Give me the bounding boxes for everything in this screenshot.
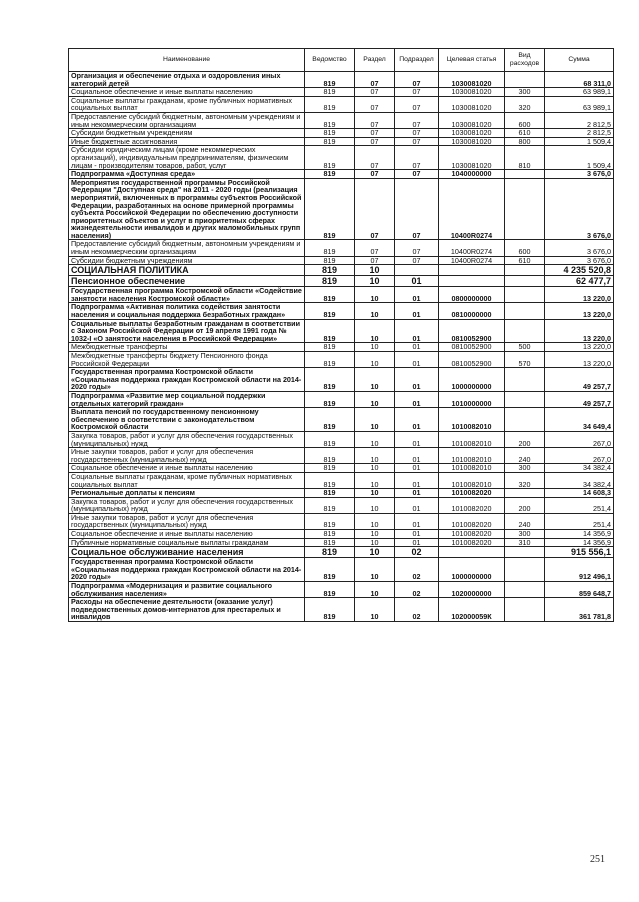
cell-name: Межбюджетные трансферты — [69, 343, 305, 352]
cell-name: Субсидии бюджетным учреждениям — [69, 256, 305, 265]
table-row — [69, 343, 614, 352]
cell-target-article: 1030081020 — [439, 72, 505, 88]
cell-expense-type: 610 — [505, 129, 545, 138]
cell-podrazdel: 01 — [395, 497, 439, 513]
cell-name: Социальное обслуживание населения — [69, 547, 305, 558]
cell-vedomstvo: 819 — [305, 431, 355, 447]
table-row — [69, 178, 614, 240]
cell-expense-type: 810 — [505, 146, 545, 170]
cell-razdel: 10 — [355, 303, 395, 319]
cell-name: Публичные нормативные социальные выплаты гражданам — [69, 538, 305, 547]
cell-expense-type: 200 — [505, 431, 545, 447]
cell-target-article: 0800000000 — [439, 287, 505, 303]
cell-podrazdel: 01 — [395, 319, 439, 343]
cell-expense-type — [505, 489, 545, 498]
cell-name: Организация и обеспечение отдыха и оздоровления иных категорий детей — [69, 72, 305, 88]
cell-vedomstvo: 819 — [305, 598, 355, 622]
cell-target-article: 1010082010 — [439, 431, 505, 447]
cell-vedomstvo: 819 — [305, 265, 355, 276]
cell-target-article: 10400R0274 — [439, 178, 505, 240]
table-row — [69, 558, 614, 582]
cell-name: Социальные выплаты гражданам, кроме публичных нормативных социальных выплат — [69, 472, 305, 488]
cell-expense-type — [505, 276, 545, 287]
cell-razdel: 10 — [355, 497, 395, 513]
table-row — [69, 582, 614, 598]
cell-sum: 915 556,1 — [545, 547, 614, 558]
cell-razdel: 07 — [355, 146, 395, 170]
cell-vedomstvo: 819 — [305, 582, 355, 598]
cell-razdel: 10 — [355, 448, 395, 464]
cell-sum: 62 477,7 — [545, 276, 614, 287]
cell-expense-type — [505, 170, 545, 179]
cell-sum: 3 676,0 — [545, 170, 614, 179]
cell-razdel: 07 — [355, 256, 395, 265]
cell-expense-type: 600 — [505, 112, 545, 128]
cell-vedomstvo: 819 — [305, 72, 355, 88]
cell-sum: 63 989,1 — [545, 96, 614, 112]
cell-name: СОЦИАЛЬНАЯ ПОЛИТИКА — [69, 265, 305, 276]
cell-target-article: 1010082020 — [439, 513, 505, 529]
cell-expense-type — [505, 598, 545, 622]
cell-sum: 49 257,7 — [545, 391, 614, 407]
cell-target-article: 1010082010 — [439, 464, 505, 473]
table-header-row — [69, 49, 614, 72]
cell-sum: 34 649,4 — [545, 408, 614, 432]
table-row — [69, 538, 614, 547]
cell-razdel: 07 — [355, 72, 395, 88]
cell-podrazdel: 07 — [395, 240, 439, 256]
table-body — [69, 72, 614, 622]
cell-razdel: 10 — [355, 352, 395, 368]
cell-vedomstvo: 819 — [305, 408, 355, 432]
cell-podrazdel: 01 — [395, 408, 439, 432]
cell-vedomstvo: 819 — [305, 319, 355, 343]
table-row — [69, 598, 614, 622]
cell-vedomstvo: 819 — [305, 497, 355, 513]
cell-name: Расходы на обеспечение деятельности (оказание услуг) подведомственных домов-интернатов для престарелых и инвалидов — [69, 598, 305, 622]
cell-podrazdel: 07 — [395, 146, 439, 170]
cell-razdel: 10 — [355, 530, 395, 539]
table-row — [69, 368, 614, 392]
cell-expense-type: 240 — [505, 513, 545, 529]
cell-expense-type — [505, 582, 545, 598]
cell-vedomstvo: 819 — [305, 464, 355, 473]
cell-razdel: 10 — [355, 431, 395, 447]
cell-sum: 267,0 — [545, 431, 614, 447]
cell-target-article: 1000000000 — [439, 558, 505, 582]
cell-vedomstvo: 819 — [305, 472, 355, 488]
table-row — [69, 96, 614, 112]
cell-expense-type: 310 — [505, 538, 545, 547]
cell-vedomstvo: 819 — [305, 287, 355, 303]
cell-podrazdel: 01 — [395, 287, 439, 303]
cell-vedomstvo: 819 — [305, 303, 355, 319]
cell-podrazdel: 02 — [395, 558, 439, 582]
cell-target-article: 1030081020 — [439, 96, 505, 112]
cell-name: Подпрограмма «Развитие мер социальной поддержки отдельных категорий граждан» — [69, 391, 305, 407]
cell-name: Социальные выплаты гражданам, кроме публичных нормативных социальных выплат — [69, 96, 305, 112]
table-row — [69, 408, 614, 432]
cell-vedomstvo: 819 — [305, 368, 355, 392]
table-row — [69, 489, 614, 498]
cell-sum: 13 220,0 — [545, 303, 614, 319]
cell-podrazdel: 07 — [395, 137, 439, 146]
cell-vedomstvo: 819 — [305, 448, 355, 464]
table-row — [69, 170, 614, 179]
cell-razdel: 10 — [355, 276, 395, 287]
cell-razdel: 07 — [355, 129, 395, 138]
cell-razdel: 07 — [355, 178, 395, 240]
cell-target-article — [439, 276, 505, 287]
cell-sum: 267,0 — [545, 448, 614, 464]
cell-podrazdel: 07 — [395, 96, 439, 112]
cell-podrazdel: 01 — [395, 276, 439, 287]
cell-razdel: 10 — [355, 464, 395, 473]
cell-podrazdel — [395, 265, 439, 276]
cell-vedomstvo: 819 — [305, 352, 355, 368]
cell-sum: 251,4 — [545, 497, 614, 513]
cell-expense-type — [505, 72, 545, 88]
cell-target-article: 0810052900 — [439, 319, 505, 343]
cell-vedomstvo: 819 — [305, 547, 355, 558]
cell-expense-type: 320 — [505, 472, 545, 488]
cell-vedomstvo: 819 — [305, 178, 355, 240]
cell-target-article — [439, 265, 505, 276]
cell-target-article: 1030081020 — [439, 112, 505, 128]
cell-target-article: 1030081020 — [439, 137, 505, 146]
cell-vedomstvo: 819 — [305, 240, 355, 256]
cell-target-article: 0810000000 — [439, 303, 505, 319]
cell-expense-type — [505, 368, 545, 392]
cell-sum: 251,4 — [545, 513, 614, 529]
cell-target-article: 102000059К — [439, 598, 505, 622]
cell-name: Социальные выплаты безработным гражданам в соответствии с Законом Российской Федерации от 19 апреля 1991 года № 1032-I «О занятости населения в Российской Федерации» — [69, 319, 305, 343]
cell-vedomstvo: 819 — [305, 276, 355, 287]
cell-sum: 361 781,8 — [545, 598, 614, 622]
cell-vedomstvo: 819 — [305, 146, 355, 170]
cell-vedomstvo: 819 — [305, 343, 355, 352]
cell-name: Иные закупки товаров, работ и услуг для обеспечения государственных (муниципальных) нужд — [69, 513, 305, 529]
cell-target-article: 1010082020 — [439, 538, 505, 547]
cell-name: Социальное обеспечение и иные выплаты населению — [69, 530, 305, 539]
cell-name: Выплата пенсий по государственному пенсионному обеспечению в соответствии с законодательством Костромской области — [69, 408, 305, 432]
cell-razdel: 10 — [355, 547, 395, 558]
cell-name: Субсидии юридическим лицам (кроме некоммерческих организаций), индивидуальным предпринимателям, физическим лицам - производителям товаров, работ, услуг — [69, 146, 305, 170]
cell-name: Закупка товаров, работ и услуг для обеспечения государственных (муниципальных) нужд — [69, 497, 305, 513]
cell-sum: 2 812,5 — [545, 112, 614, 128]
table-row — [69, 256, 614, 265]
header-expense-type: Вид расходов — [505, 49, 545, 72]
cell-sum: 13 220,0 — [545, 319, 614, 343]
header-vedomstvo: Ведомство — [305, 49, 355, 72]
cell-podrazdel: 01 — [395, 530, 439, 539]
cell-podrazdel: 01 — [395, 538, 439, 547]
cell-target-article: 1010082010 — [439, 448, 505, 464]
table-row — [69, 448, 614, 464]
table-row — [69, 88, 614, 97]
cell-target-article: 1010082020 — [439, 497, 505, 513]
table-row — [69, 129, 614, 138]
cell-razdel: 10 — [355, 343, 395, 352]
cell-razdel: 07 — [355, 240, 395, 256]
cell-expense-type: 570 — [505, 352, 545, 368]
cell-expense-type: 800 — [505, 137, 545, 146]
cell-sum: 912 496,1 — [545, 558, 614, 582]
cell-name: Закупка товаров, работ и услуг для обеспечения государственных (муниципальных) нужд — [69, 431, 305, 447]
cell-razdel: 10 — [355, 287, 395, 303]
cell-razdel: 10 — [355, 265, 395, 276]
table-row — [69, 472, 614, 488]
cell-sum: 1 509,4 — [545, 146, 614, 170]
cell-expense-type: 500 — [505, 343, 545, 352]
cell-target-article: 1030081020 — [439, 129, 505, 138]
cell-podrazdel: 02 — [395, 547, 439, 558]
cell-razdel: 10 — [355, 391, 395, 407]
table-row — [69, 146, 614, 170]
cell-razdel: 07 — [355, 96, 395, 112]
cell-name: Подпрограмма «Модернизация и развитие социального обслуживания населения» — [69, 582, 305, 598]
header-target-article: Целевая статья — [439, 49, 505, 72]
cell-sum: 34 382,4 — [545, 464, 614, 473]
cell-sum: 13 220,0 — [545, 352, 614, 368]
cell-expense-type: 300 — [505, 88, 545, 97]
table-row — [69, 137, 614, 146]
cell-podrazdel: 07 — [395, 256, 439, 265]
table-row — [69, 287, 614, 303]
table-row — [69, 547, 614, 558]
cell-podrazdel: 07 — [395, 178, 439, 240]
cell-vedomstvo: 819 — [305, 170, 355, 179]
table-row — [69, 431, 614, 447]
cell-sum: 2 812,5 — [545, 129, 614, 138]
cell-expense-type: 320 — [505, 96, 545, 112]
cell-vedomstvo: 819 — [305, 513, 355, 529]
cell-razdel: 10 — [355, 368, 395, 392]
cell-name: Иные закупки товаров, работ и услуг для обеспечения государственных (муниципальных) нужд — [69, 448, 305, 464]
cell-target-article: 1040000000 — [439, 170, 505, 179]
cell-expense-type — [505, 303, 545, 319]
cell-name: Предоставление субсидий бюджетным, автономным учреждениям и иным некоммерческим организациям — [69, 112, 305, 128]
cell-sum: 3 676,0 — [545, 240, 614, 256]
cell-sum: 14 356,9 — [545, 530, 614, 539]
cell-razdel: 10 — [355, 319, 395, 343]
cell-expense-type — [505, 558, 545, 582]
cell-podrazdel: 07 — [395, 170, 439, 179]
cell-target-article: 1010082020 — [439, 530, 505, 539]
cell-vedomstvo: 819 — [305, 391, 355, 407]
cell-target-article: 1030081020 — [439, 88, 505, 97]
cell-target-article: 1010082020 — [439, 489, 505, 498]
cell-target-article: 0810052900 — [439, 352, 505, 368]
cell-name: Социальное обеспечение и иные выплаты населению — [69, 88, 305, 97]
cell-vedomstvo: 819 — [305, 129, 355, 138]
cell-podrazdel: 01 — [395, 464, 439, 473]
cell-razdel: 07 — [355, 88, 395, 97]
cell-podrazdel: 07 — [395, 129, 439, 138]
cell-podrazdel: 01 — [395, 303, 439, 319]
cell-podrazdel: 01 — [395, 343, 439, 352]
cell-podrazdel: 02 — [395, 598, 439, 622]
cell-vedomstvo: 819 — [305, 530, 355, 539]
table-row — [69, 112, 614, 128]
cell-expense-type: 300 — [505, 464, 545, 473]
header-name: Наименование — [69, 49, 305, 72]
cell-podrazdel: 01 — [395, 368, 439, 392]
cell-expense-type — [505, 287, 545, 303]
cell-razdel: 10 — [355, 489, 395, 498]
cell-vedomstvo: 819 — [305, 489, 355, 498]
cell-name: Подпрограмма «Доступная среда» — [69, 170, 305, 179]
cell-sum: 13 220,0 — [545, 343, 614, 352]
cell-razdel: 10 — [355, 598, 395, 622]
cell-podrazdel: 07 — [395, 72, 439, 88]
cell-expense-type — [505, 319, 545, 343]
table-row — [69, 464, 614, 473]
cell-target-article: 1000000000 — [439, 368, 505, 392]
cell-vedomstvo: 819 — [305, 256, 355, 265]
cell-expense-type: 240 — [505, 448, 545, 464]
cell-target-article: 10400R0274 — [439, 256, 505, 265]
cell-target-article: 0810052900 — [439, 343, 505, 352]
page-number: 251 — [590, 854, 605, 865]
cell-razdel: 07 — [355, 170, 395, 179]
cell-sum: 68 311,0 — [545, 72, 614, 88]
cell-expense-type — [505, 265, 545, 276]
table-row — [69, 265, 614, 276]
table-row — [69, 497, 614, 513]
cell-expense-type — [505, 547, 545, 558]
cell-podrazdel: 01 — [395, 472, 439, 488]
table-row — [69, 513, 614, 529]
cell-sum: 14 608,3 — [545, 489, 614, 498]
cell-sum: 3 676,0 — [545, 256, 614, 265]
table-row — [69, 530, 614, 539]
table-row — [69, 391, 614, 407]
budget-table-sheet — [68, 48, 613, 622]
cell-name: Межбюджетные трансферты бюджету Пенсионного фонда Российской Федерации — [69, 352, 305, 368]
cell-target-article: 1030081020 — [439, 146, 505, 170]
cell-sum: 13 220,0 — [545, 287, 614, 303]
table-row — [69, 352, 614, 368]
cell-expense-type — [505, 408, 545, 432]
cell-vedomstvo: 819 — [305, 538, 355, 547]
cell-podrazdel: 01 — [395, 448, 439, 464]
cell-expense-type: 300 — [505, 530, 545, 539]
cell-name: Предоставление субсидий бюджетным, автономным учреждениям и иным некоммерческим организациям — [69, 240, 305, 256]
cell-name: Пенсионное обеспечение — [69, 276, 305, 287]
table-row — [69, 319, 614, 343]
cell-target-article: 10400R0274 — [439, 240, 505, 256]
cell-sum: 49 257,7 — [545, 368, 614, 392]
cell-podrazdel: 01 — [395, 513, 439, 529]
cell-vedomstvo: 819 — [305, 137, 355, 146]
cell-sum: 63 989,1 — [545, 88, 614, 97]
cell-vedomstvo: 819 — [305, 88, 355, 97]
cell-name: Мероприятия государственной программы Российской Федерации "Доступная среда" на 2011 - 2020 годы (реализация мероприятий, включенных в программы субъектов Российской Федерации, разработанных на основе примерной программы субъекта Российской Федерации по обеспечению доступности приоритетных объектов и услуг в приоритетных сферах жизнедеятельности инвалидов и других маломобильных групп населения) — [69, 178, 305, 240]
header-podrazdel: Подраздел — [395, 49, 439, 72]
table-row — [69, 276, 614, 287]
cell-target-article: 1010082010 — [439, 408, 505, 432]
cell-podrazdel: 01 — [395, 431, 439, 447]
cell-expense-type — [505, 178, 545, 240]
cell-name: Региональные доплаты к пенсиям — [69, 489, 305, 498]
cell-sum: 34 382,4 — [545, 472, 614, 488]
cell-podrazdel: 07 — [395, 112, 439, 128]
cell-name: Социальное обеспечение и иные выплаты населению — [69, 464, 305, 473]
cell-expense-type: 600 — [505, 240, 545, 256]
cell-razdel: 10 — [355, 472, 395, 488]
cell-razdel: 07 — [355, 137, 395, 146]
budget-table — [68, 48, 614, 622]
cell-name: Государственная программа Костромской области «Содействие занятости населения Костромской области» — [69, 287, 305, 303]
cell-expense-type: 610 — [505, 256, 545, 265]
cell-target-article: 1010082010 — [439, 472, 505, 488]
cell-expense-type: 200 — [505, 497, 545, 513]
cell-target-article: 1020000000 — [439, 582, 505, 598]
cell-sum: 1 509,4 — [545, 137, 614, 146]
cell-podrazdel: 02 — [395, 582, 439, 598]
cell-podrazdel: 01 — [395, 391, 439, 407]
cell-name: Подпрограмма «Активная политика содействия занятости населения и социальная поддержка безработных граждан» — [69, 303, 305, 319]
cell-sum: 4 235 520,8 — [545, 265, 614, 276]
cell-razdel: 10 — [355, 408, 395, 432]
cell-razdel: 10 — [355, 538, 395, 547]
cell-razdel: 10 — [355, 558, 395, 582]
cell-target-article: 1010000000 — [439, 391, 505, 407]
cell-razdel: 10 — [355, 582, 395, 598]
cell-name: Государственная программа Костромской области «Социальная поддержка граждан Костромской области на 2014-2020 годы» — [69, 558, 305, 582]
cell-sum: 14 356,9 — [545, 538, 614, 547]
cell-podrazdel: 01 — [395, 489, 439, 498]
cell-razdel: 10 — [355, 513, 395, 529]
table-row — [69, 72, 614, 88]
cell-name: Государственная программа Костромской области «Социальная поддержка граждан Костромской области на 2014-2020 годы» — [69, 368, 305, 392]
cell-sum: 3 676,0 — [545, 178, 614, 240]
cell-podrazdel: 01 — [395, 352, 439, 368]
table-row — [69, 303, 614, 319]
header-razdel: Раздел — [355, 49, 395, 72]
cell-vedomstvo: 819 — [305, 558, 355, 582]
cell-sum: 859 648,7 — [545, 582, 614, 598]
cell-vedomstvo: 819 — [305, 96, 355, 112]
cell-podrazdel: 07 — [395, 88, 439, 97]
header-sum: Сумма — [545, 49, 614, 72]
cell-vedomstvo: 819 — [305, 112, 355, 128]
cell-razdel: 07 — [355, 112, 395, 128]
cell-expense-type — [505, 391, 545, 407]
cell-name: Иные бюджетные ассигнования — [69, 137, 305, 146]
table-row — [69, 240, 614, 256]
cell-target-article — [439, 547, 505, 558]
cell-name: Субсидии бюджетным учреждениям — [69, 129, 305, 138]
